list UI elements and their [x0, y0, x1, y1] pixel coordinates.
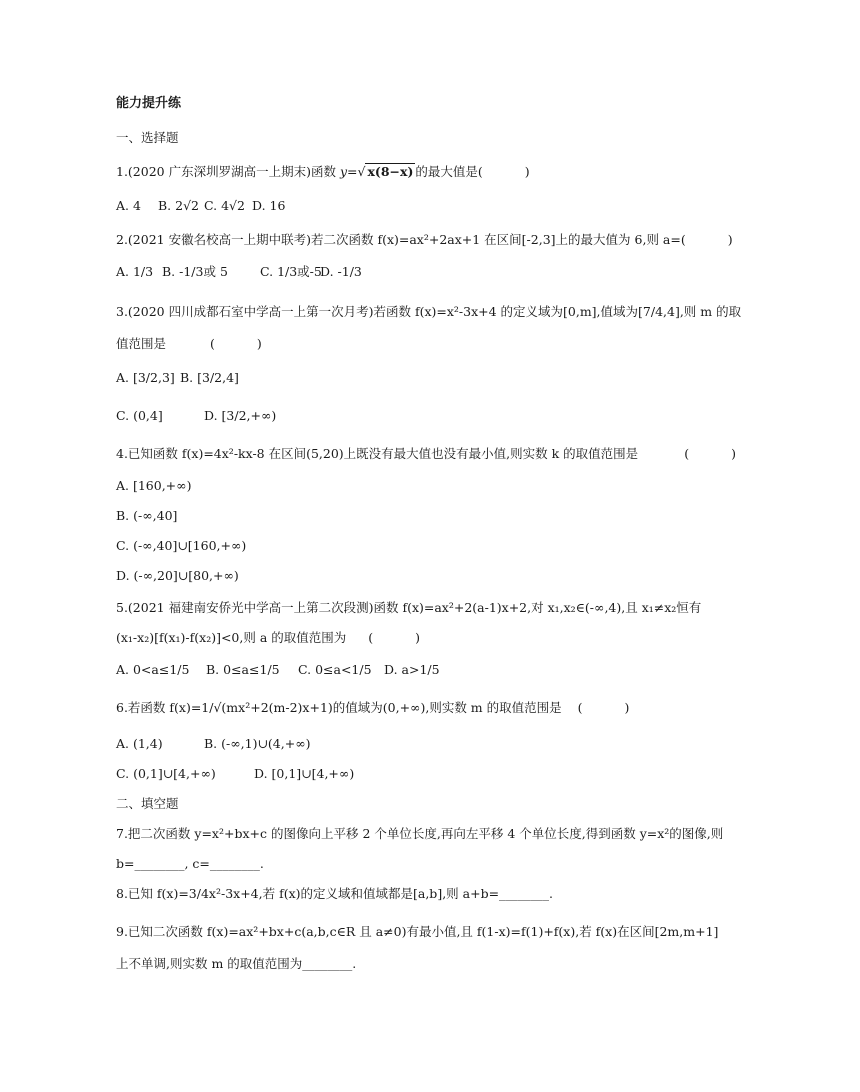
- q3-option-c: C. (0,4]: [116, 408, 163, 423]
- page-title: 能力提升练: [116, 96, 182, 111]
- question-5-cont: (x₁-x₂)[f(x₁)-f(x₂)]<0,则 a 的取值范围为 ( ): [116, 630, 421, 645]
- q3-option-d: D. [3/2,+∞): [204, 408, 277, 423]
- question-5: 5.(2021 福建南安侨光中学高一上第二次段测)函数 f(x)=ax²+2(a-1)x+2,对 x₁,x₂∈(-∞,4),且 x₁≠x₂恒有: [116, 600, 702, 615]
- question-9: 9.已知二次函数 f(x)=ax²+bx+c(a,b,c∈R 且 a≠0)有最小值,且 f(1-x)=f(1)+f(x),若 f(x)在区间[2m,m+1]: [116, 924, 719, 939]
- q3-options-row1: [116, 370, 239, 386]
- q1-radicand: x(8−x): [367, 164, 414, 179]
- question-1: 1.(2020 广东深圳罗湖高一上期末)函数 y=√ x(8−x) 的最大值是( ): [116, 164, 530, 179]
- q5-text2: (x₁-x₂)[f(x₁)-f(x₂)]<0,则 a 的取值范围为: [116, 630, 347, 645]
- question-2: 2.(2021 安徽名校高一上期中联考)若二次函数 f(x)=ax²+2ax+1 在区间[-2,3]上的最大值为 6,则 a=( ): [116, 232, 733, 247]
- q6-option-a: A. (1,4): [116, 736, 163, 751]
- section-fill-heading: 二、填空题: [116, 796, 179, 811]
- q1-option-d: D. 16: [252, 198, 286, 213]
- question-3-cont: 值范围是 ( ): [116, 336, 262, 351]
- q5-option-b: B. 0≤a≤1/5: [206, 662, 280, 677]
- q2-text: 2.(2021 安徽名校高一上期中联考)若二次函数 f(x)=ax²+2ax+1 在区间[-2,3]上的最大值为 6,则 a=(: [116, 232, 686, 247]
- q2-option-c: C. 1/3或-5: [260, 264, 322, 279]
- q1-option-b: B. 2√2: [158, 198, 200, 213]
- q1-prefix: 1.(2020 广东深圳罗湖高一上期末)函数: [116, 164, 340, 179]
- question-4: 4.已知函数 f(x)=4x²-kx-8 在区间(5,20)上既没有最大值也没有最小值,则实数 k 的取值范围是 ( ): [116, 446, 736, 461]
- question-7-cont: b=________, c=________.: [116, 856, 264, 871]
- q5-option-a: A. 0<a≤1/5: [116, 662, 190, 677]
- q5-options: [116, 662, 440, 678]
- q4-option-c: C. (-∞,40]∪[160,+∞): [116, 538, 247, 553]
- q4-option-d: D. (-∞,20]∪[80,+∞): [116, 568, 239, 583]
- q1-option-a: A. 4: [116, 198, 141, 213]
- q4-option-b: B. (-∞,40]: [116, 508, 178, 523]
- q3-options-row2: [116, 408, 276, 424]
- q2-option-d: D. -1/3: [320, 264, 362, 279]
- q2-option-b: B. -1/3或 5: [162, 264, 228, 279]
- q1-options: [116, 198, 285, 214]
- q6-text: 6.若函数 f(x)=1/√(mx²+2(m-2)x+1)的值域为(0,+∞),则实数 m 的取值范围是: [116, 700, 562, 715]
- q2-options: [116, 264, 362, 280]
- q4-text: 4.已知函数 f(x)=4x²-kx-8 在区间(5,20)上既没有最大值也没有最小值,则实数 k 的取值范围是: [116, 446, 639, 461]
- q3-option-a: A. [3/2,3]: [116, 370, 175, 385]
- q6-option-c: C. (0,1]∪[4,+∞): [116, 766, 216, 781]
- q5-option-d: D. a>1/5: [384, 662, 440, 677]
- q6-option-d: D. [0,1]∪[4,+∞): [254, 766, 355, 781]
- q1-suffix: 的最大值是(: [415, 164, 483, 179]
- q6-option-b: B. (-∞,1)∪(4,+∞): [204, 736, 311, 751]
- question-9-cont: 上不单调,则实数 m 的取值范围为________.: [116, 956, 357, 971]
- sqrt-symbol: √: [357, 164, 366, 179]
- question-3: 3.(2020 四川成都石室中学高一上第一次月考)若函数 f(x)=x²-3x+4 的定义域为[0,m],值域为[7/4,4],则 m 的取: [116, 304, 742, 319]
- q1-func: y=: [339, 164, 358, 179]
- q3-text2: 值范围是: [116, 336, 167, 351]
- q3-option-b: B. [3/2,4]: [180, 370, 239, 385]
- question-8: 8.已知 f(x)=3/4x²-3x+4,若 f(x)的定义域和值域都是[a,b],则 a+b=________.: [116, 886, 554, 901]
- question-6: 6.若函数 f(x)=1/√(mx²+2(m-2)x+1)的值域为(0,+∞),则实数 m 的取值范围是 ( ): [116, 700, 630, 715]
- q5-option-c: C. 0≤a<1/5: [298, 662, 372, 677]
- q1-option-c: C. 4√2: [204, 198, 245, 213]
- question-7: 7.把二次函数 y=x²+bx+c 的图像向上平移 2 个单位长度,再向左平移 4 个单位长度,得到函数 y=x²的图像,则: [116, 826, 724, 841]
- section-choice-heading: 一、选择题: [116, 130, 179, 145]
- q6-options-row2: [116, 766, 354, 782]
- q2-option-a: A. 1/3: [116, 264, 154, 279]
- q4-option-a: A. [160,+∞): [116, 478, 192, 493]
- q6-options-row1: [116, 736, 311, 752]
